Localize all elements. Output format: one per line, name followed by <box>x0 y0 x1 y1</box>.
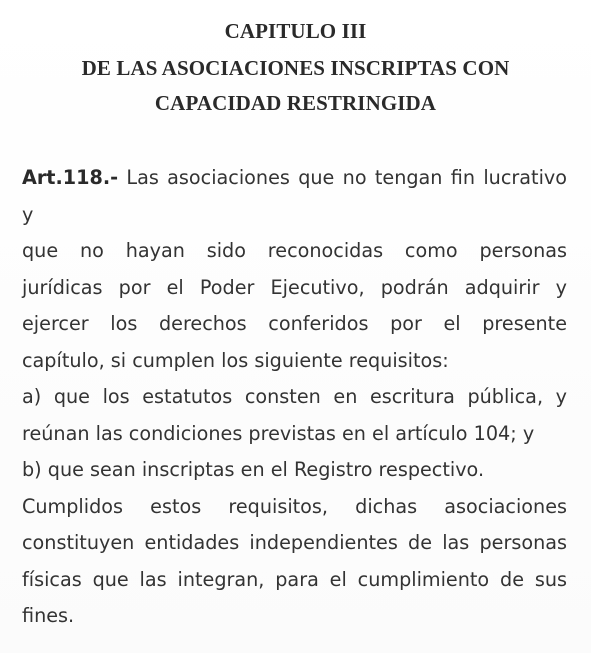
article-line-4: ejercer los derechos conferidos por el presente <box>22 312 567 335</box>
requirement-line-4: Cumplidos estos requisitos, dichas asociaciones <box>22 494 567 518</box>
chapter-subtitle-line-1: DE LAS ASOCIACIONES INSCRIPTAS CON <box>81 56 510 80</box>
article-number-label: Art.118.- <box>22 166 119 189</box>
article-line-1 <box>22 160 567 233</box>
requirement-line-2: reúnan las condiciones previstas en el artículo 104; y <box>22 421 535 445</box>
requirement-line-3: b) que sean inscriptas en el Registro respectivo. <box>22 458 485 481</box>
requirement-line-7: fines. <box>22 604 75 627</box>
article-line-2: que no hayan sido reconocidas como personas <box>22 239 567 262</box>
article-line-1-text: Las asociaciones que no tengan fin lucrativo y <box>22 166 567 226</box>
requirement-line-1: a) que los estatutos consten en escritura pública, y <box>22 385 567 408</box>
chapter-title: CAPITULO III <box>224 19 367 43</box>
requirements-paragraph <box>22 379 567 635</box>
requirement-line-6: físicas que las integran, para el cumplimiento de sus <box>22 567 567 591</box>
requirement-line-5: constituyen entidades independientes de las personas <box>22 531 567 554</box>
article-line-3: jurídicas por el Poder Ejecutivo, podrán adquirir y <box>22 275 567 299</box>
article-line-5: capítulo, si cumplen los siguiente requisitos: <box>22 348 449 372</box>
article-118-paragraph <box>22 160 567 379</box>
chapter-subtitle-line-2: CAPACIDAD RESTRINGIDA <box>154 91 437 115</box>
